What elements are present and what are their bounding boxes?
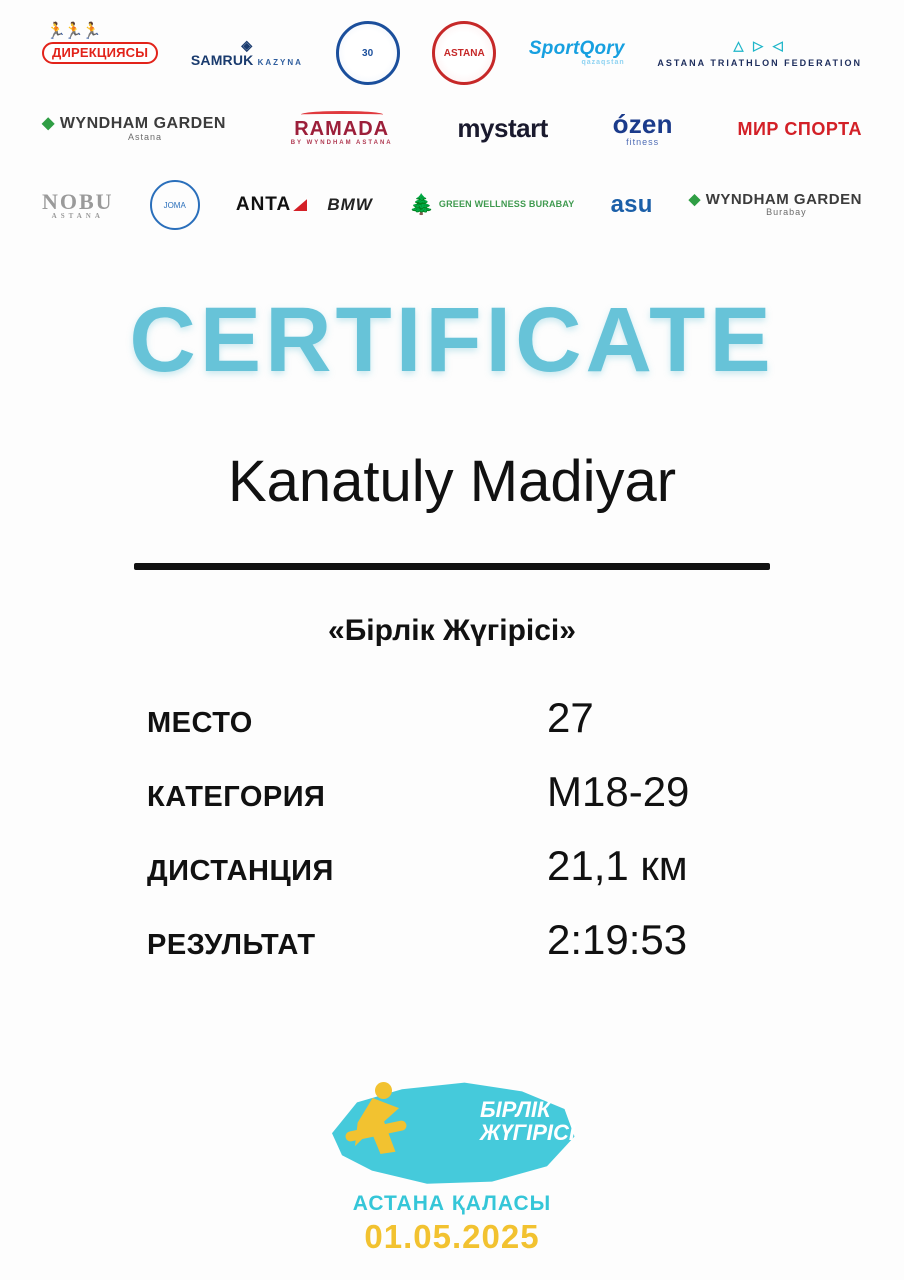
anta-stripe-icon <box>293 199 307 211</box>
sponsor-sublabel: Astana <box>127 131 162 142</box>
sponsor-label: WYNDHAM GARDEN <box>59 114 226 132</box>
emblem-title-line1: БІРЛІК <box>479 1097 551 1122</box>
sponsor-logo-bmw <box>327 174 372 236</box>
result-row <box>147 842 757 890</box>
result-row <box>147 916 757 964</box>
sponsor-logo-band <box>42 22 862 236</box>
sponsor-logo-direkciyasy <box>42 22 158 84</box>
sponsor-logo-astana-triathlon-federation <box>657 22 862 84</box>
sponsor-logo-wyndham-garden-astana <box>42 98 226 160</box>
sponsor-label: mystart <box>457 113 548 144</box>
ramada-swoosh-icon <box>301 111 383 118</box>
sponsor-sublabel: BY WYNDHAM ASTANA <box>290 140 393 147</box>
emblem-title-line2: ЖҮГІРІСІ <box>479 1120 575 1146</box>
sponsor-label: asu <box>610 191 653 219</box>
runner-icon <box>345 1082 415 1178</box>
sponsor-sublabel: Burabay <box>766 207 807 218</box>
wyndham-mark-icon: ◆ <box>42 114 55 132</box>
astana-emblem-icon <box>432 21 496 85</box>
samruk-diamond-icon: ◈ <box>241 37 253 54</box>
state-emblem-icon <box>336 21 400 85</box>
sponsor-label: GREEN WELLNESS BURABAY <box>438 199 575 210</box>
sponsor-logo-mystart <box>457 98 547 160</box>
sponsor-logo-samruk-kazyna <box>191 22 303 84</box>
sponsor-label: ДИРЕКЦИЯСЫ <box>52 45 149 61</box>
certificate-title: CERTIFICATE <box>129 289 775 391</box>
result-label-distance: ДИСТАНЦИЯ <box>147 855 334 887</box>
tree-icon: 🌲 <box>408 194 434 216</box>
sponsor-label: ANTA <box>235 194 292 216</box>
sponsor-logo-ozen-fitness <box>613 98 673 160</box>
result-value-place: 27 <box>547 694 594 741</box>
result-value-category: M18-29 <box>547 768 690 815</box>
sponsor-row-3 <box>42 174 862 236</box>
wyndham-mark-icon: ◆ <box>688 191 701 209</box>
event-city: АСТАНА ҚАЛАСЫ <box>352 1192 552 1215</box>
sponsor-logo-nobu <box>42 174 114 236</box>
sponsor-logo-sport-qory <box>529 22 625 84</box>
sponsor-label: WYNDHAM GARDEN <box>705 191 862 209</box>
participant-name: Kanatuly Madiyar <box>227 449 677 514</box>
sponsor-logo-state-emblem <box>336 22 400 84</box>
sponsor-sublabel: ASTANA <box>51 211 104 220</box>
sponsor-label: SportQory <box>528 38 625 60</box>
results-table <box>147 694 757 964</box>
result-value-distance: 21,1 км <box>547 842 688 889</box>
sponsor-logo-ramada <box>291 98 393 160</box>
sponsor-sublabel: KAZYNA <box>257 58 303 67</box>
event-emblem <box>292 1026 612 1256</box>
emblem-label: 30 <box>362 47 374 59</box>
event-date: 01.05.2025 <box>364 1218 540 1255</box>
sponsor-logo-anta <box>236 174 291 236</box>
emblem-artwork <box>327 1076 577 1186</box>
sponsor-label: ASTANA TRIATHLON FEDERATION <box>657 58 862 69</box>
result-label-place: МЕСТО <box>147 707 253 739</box>
sponsor-label: ózen <box>612 108 673 139</box>
triangle-shapes-icon: △ ▷ ◁ <box>733 37 786 53</box>
emblem-title <box>480 1098 575 1144</box>
sponsor-label: JOMA <box>150 180 200 230</box>
result-row <box>147 694 757 742</box>
sponsor-logo-asu <box>611 174 653 236</box>
event-name: «Бірлік Жүгірісі» <box>328 614 576 647</box>
sponsor-logo-astana-emblem <box>432 22 496 84</box>
sponsor-logo-joma <box>150 174 200 236</box>
running-kids-icon: 🏃🏃🏃 <box>46 23 100 41</box>
sponsor-sublabel: qazaqstan <box>581 59 625 67</box>
sponsor-label: NOBU <box>42 188 114 214</box>
result-label-category: КАТЕГОРИЯ <box>147 781 326 813</box>
sponsor-label: SAMRUK <box>190 52 254 68</box>
divider <box>134 563 770 570</box>
sponsor-label: МИР СПОРТА <box>737 118 862 139</box>
sponsor-logo-green-wellness-burabay <box>409 174 575 236</box>
sponsor-sublabel: fitness <box>626 136 660 147</box>
sponsor-logo-mir-sporta <box>737 98 862 160</box>
result-row <box>147 768 757 816</box>
emblem-label: ASTANA <box>443 47 485 59</box>
result-value-time: 2:19:53 <box>547 916 688 963</box>
sponsor-label: BMW <box>327 195 373 215</box>
sponsor-label: RAMADA <box>294 118 390 141</box>
sponsor-row-2 <box>42 98 862 160</box>
result-label-time: РЕЗУЛЬТАТ <box>147 929 316 961</box>
sponsor-logo-wyndham-garden-burabay <box>689 174 862 236</box>
sponsor-row-1 <box>42 22 862 84</box>
